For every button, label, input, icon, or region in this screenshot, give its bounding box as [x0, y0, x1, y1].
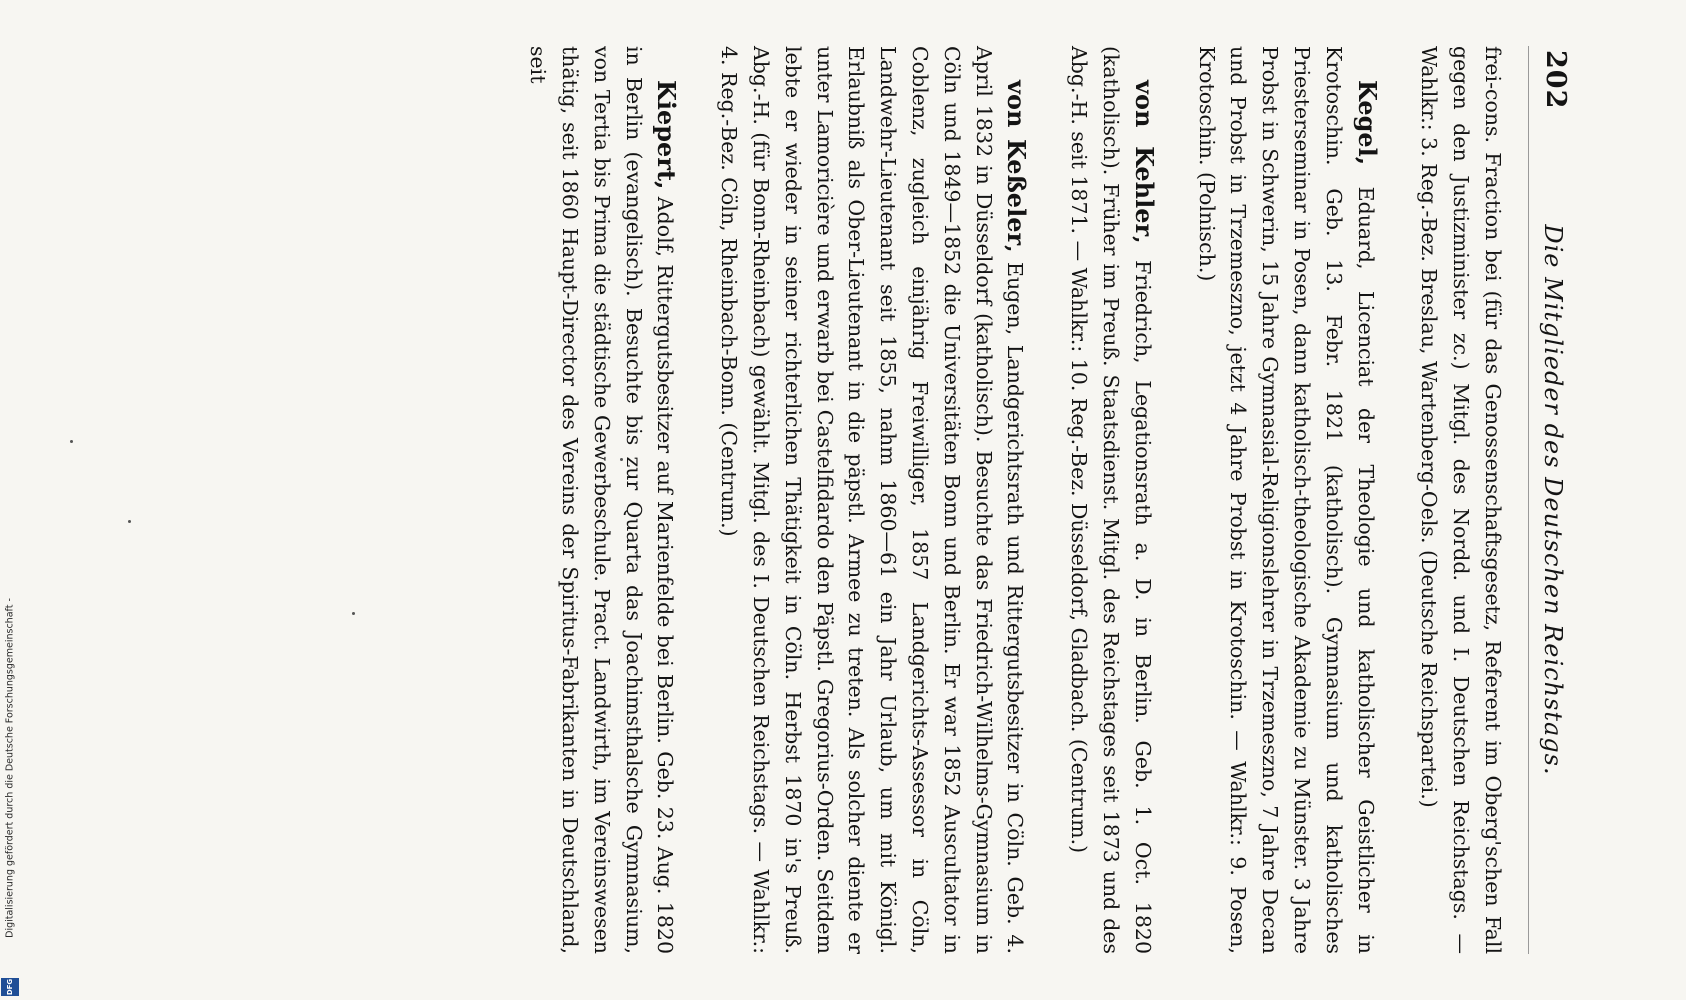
entry-text: Friedrich, Legationsrath a. D. in Berlin. Geb. 1. Oct. 1820 (katholisch). Früher im Preuß. Staatsdienst. Mitgl. des Reichstages seit 1873 und des Abg.-H. seit 1871. — Wahlkr.: 10. Reg.-Bez. Düsseldorf, Gladbach. (Centrum.) [1067, 46, 1155, 954]
rotated-page [93, 0, 1593, 1000]
entry-von-kehler [1062, 46, 1159, 954]
running-head [1528, 46, 1575, 954]
entry-von-kesseler [712, 46, 1032, 954]
digitization-credit [0, 0, 20, 1000]
book-page [103, 40, 1583, 960]
dfg-logo: DFG [1, 978, 19, 996]
entry-text: Eugen, Landgerichtsrath und Rittergutsbesitzer in Cöln. Geb. 4. April 1832 in Düsseldorf (katholisch). Besuchte das Friedrich-Wilhelms-Gymnasium in Cöln und 1849—1852 die Universitäten Bonn und Berlin. Er war 1852 Auscultator in Coblenz, zugleich einjährig Freiwilliger, 1857 Landgerichts-Assessor in Cöln, Landwehr-Lieutenant seit 1855, nahm 1860—61 ein Jahr Urlaub, um mit Königl. Erlaubniß als Ober-Lieutenant in die päpstl. Armee zu treten. Als solcher diente er unter Lamoricière und erwarb bei Castelfidardo den Päpstl. Gregorius-Orden. Seitdem lebte er wieder in seiner richterlichen Thätigkeit in Cöln. Herbst 1870 in's Preuß. Abg.-H. (für Bonn-Rheinbach) gewählt. Mitgl. des I. Deutschen Reichstags. — Wahlkr.: 4. Reg.-Bez. Cöln, Rheinbach-Bonn. (Centrum.) [717, 46, 1028, 954]
entry-name: Kiepert, [652, 80, 682, 190]
entry-text: frei-cons. Fraction bei (für das Genossenschaftsgesetz, Referent im Oberg'schen Fall gegen den Justizminister zc.) Mitgl. des Nordd. und I. Deutschen Reichstags. — Wahlkr.: 3. Reg.-Bez. Breslau, Wartenberg-Oels. (Deutsche Reichspartei.) [1417, 46, 1505, 954]
scan-speck [70, 440, 73, 443]
entry-list [521, 46, 1508, 954]
entry-kiepert [521, 46, 682, 954]
entry-text: Eduard, Licenciat der Theologie und katholischer Geistlicher in Krotoschin. Geb. 13. Febr. 1821 (katholisch). Gymnasium und katholisches Priesterseminar in Posen, dann katholisch-theologische Akademie zu Münster. 3 Jahre Probst in Schwerin, 15 Jahre Gymnasial-Religionslehrer in Trzemeszno, 7 Jahre Decan und Probst in Trzemeszno, jetzt 4 Jahre Probst in Krotoschin. — Wahlkr.: 9. Posen, Krotoschin. (Polnisch.) [1194, 46, 1378, 954]
entry-separator: , [1130, 236, 1155, 244]
entry-name: von Keßeler [1002, 80, 1032, 246]
entry-name: Kegel, [1352, 80, 1382, 166]
credit-text: Digitalisierung gefördert durch die Deutsche Forschungsgemeinschaft - [4, 598, 16, 938]
running-title: Die Mitglieder des Deutschen Reichstags. [1539, 224, 1567, 776]
page-number: 202 [1540, 50, 1571, 110]
entry-continuation [1413, 46, 1508, 954]
entry-separator: , [1003, 245, 1028, 253]
entry-text: Adolf, Rittergutsbesitzer auf Marienfelde bei Berlin. Geb. 23. Aug. 1820 in Berlin (evangelisch). Besuchte bis zur Quarta das Joachimsthalsche Gymnasium, von Tertia bis Prima die städtische Gewerbeschule. Pract. Landwirth, im Vereinswesen thätig, seit 1860 Haupt-Director des Vereins der Spiritus-Fabrikanten in Deutschland, seit [526, 46, 678, 954]
entry-name: von Kehler [1129, 80, 1159, 237]
entry-kegel [1190, 46, 1383, 954]
